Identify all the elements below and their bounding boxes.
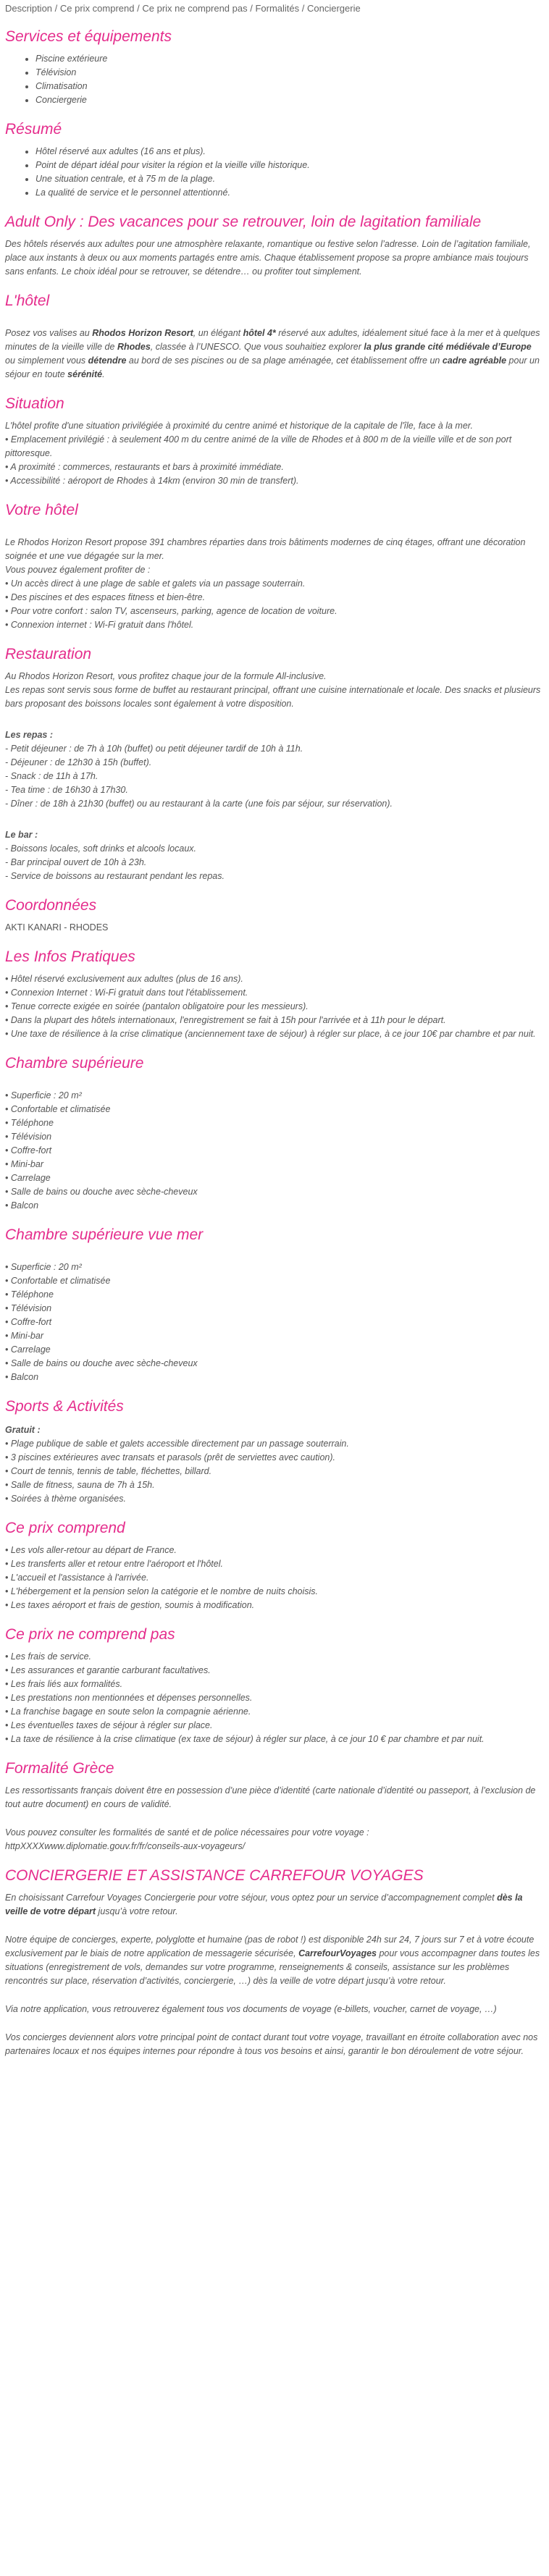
- conciergerie-text: En choisissant Carrefour Voyages Conciergerie pour votre séjour, vous optez pour un service d’accompagnement complet dès la veille de votre départ jusqu’à votre retour.: [5, 1893, 523, 1916]
- text-line: • Superficie : 20 m²: [5, 1262, 82, 1272]
- chambre-mer-lines: [5, 1260, 544, 1384]
- formalite-title: Formalité Grèce: [5, 1760, 114, 1777]
- text-line: • Les assurances et garantie carburant facultatives.: [5, 1665, 211, 1675]
- ne-comprend-lines: [5, 1650, 544, 1746]
- situation-title: Situation: [5, 395, 64, 412]
- adult-section: [5, 213, 544, 279]
- text-line: • Connexion Internet : Wi-Fi gratuit dans tout l'établissement.: [5, 988, 248, 998]
- restauration-title: Restauration: [5, 646, 92, 662]
- text-line: • Court de tennis, tennis de table, fléchettes, billard.: [5, 1466, 212, 1476]
- text-line: Vous pouvez consulter les formalités de santé et de police nécessaires pour votre voyage :: [5, 1827, 369, 1838]
- tab-separator: /: [137, 3, 143, 14]
- text-line: • A proximité : commerces, restaurants et bars à proximité immédiate.: [5, 462, 284, 472]
- text-line: • Connexion internet : Wi-Fi gratuit dans l'hôtel.: [5, 620, 194, 630]
- text-line: • Les vols aller-retour au départ de France.: [5, 1545, 177, 1555]
- text-line: Vous pouvez également profiter de :: [5, 565, 151, 575]
- hotel-section: [5, 292, 544, 382]
- conciergerie-text: Vos concierges deviennent alors votre principal point de contact durant tout votre voyage, travaillant en étroite collaboration avec nos partenaires locaux et nos équipes internes pour répondre à tous vos besoins et ainsi, garantir le bon déroulement de votre séjour.: [5, 2032, 538, 2056]
- hotel-text: Posez vos valises au Rhodos Horizon Resort, un élégant hôtel 4* réservé aux adultes, idéalement situé face à la mer et à quelques minutes de la vieille ville de Rhodes, classée à l’UNESCO. Que vous souhaitiez explorer la plus grande cité médiévale d’Europe ou simplement vous détendre au bord de ses piscines ou de sa plage aménagée, cet établissement offre un cadre agréable pour un séjour en toute sérénité.: [5, 328, 540, 379]
- comprend-title: Ce prix comprend: [5, 1520, 125, 1536]
- diplomatie-link[interactable]: httpXXXXwww.diplomatie.gouv.fr/fr/conseils-aux-voyageurs/: [5, 1841, 246, 1851]
- text-line: • Coffre-fort: [5, 1145, 52, 1156]
- situation-section: [5, 395, 544, 488]
- text-line: L'hôtel profite d'une situation privilégiée à proximité du centre animé et historique de la capitale de l'île, face à la mer.: [5, 421, 473, 431]
- votre-hotel-section: [5, 501, 544, 632]
- text-line: • Superficie : 20 m²: [5, 1090, 82, 1100]
- text-line: • Accessibilité : aéroport de Rhodes à 14km (environ 30 min de transfert).: [5, 476, 299, 486]
- text-line: • L'accueil et l'assistance à l'arrivée.: [5, 1573, 149, 1583]
- chambre-section: [5, 1054, 544, 1213]
- text-line: Le Rhodos Horizon Resort propose 391 chambres réparties dans trois bâtiments modernes de cinq étages, offrant une décoration soignée et une vue dégagée sur la mer.: [5, 537, 526, 561]
- text-line: • Coffre-fort: [5, 1317, 52, 1327]
- tab-separator: /: [301, 3, 308, 14]
- formalite-text: Les ressortissants français doivent être en possession d’une pièce d’identité (carte nationale d’identité ou passeport, à l’exclusion de tout autre document) en cours de validité.: [5, 1785, 536, 1809]
- services-title: Services et équipements: [5, 28, 172, 45]
- text-line: • Les éventuelles taxes de séjour à régler sur place.: [5, 1720, 213, 1730]
- text-line: • Télévision: [5, 1303, 52, 1313]
- text-line: • Carrelage: [5, 1344, 51, 1355]
- adult-title: Adult Only : Des vacances pour se retrouver, loin de lagitation familiale: [5, 214, 482, 230]
- ne-comprend-section: [5, 1625, 544, 1746]
- address: AKTI KANARI - RHODES: [5, 922, 109, 933]
- infos-section: [5, 948, 544, 1041]
- bar-lines: [5, 842, 544, 883]
- tab-separator: /: [54, 3, 60, 14]
- list-item: • La qualité de service et le personnel attentionné.: [35, 186, 544, 200]
- sports-section: [5, 1397, 544, 1506]
- text-line: - Boissons locales, soft drinks et alcools locaux.: [5, 843, 197, 854]
- text-line: - Service de boissons au restaurant pendant les repas.: [5, 871, 225, 881]
- chambre-mer-section: [5, 1226, 544, 1384]
- text-line: • Carrelage: [5, 1173, 51, 1183]
- list-item: • Climatisation: [35, 80, 544, 93]
- formalite-section: [5, 1759, 544, 1853]
- chambre-title: Chambre supérieure: [5, 1055, 144, 1072]
- tab-excluded[interactable]: Ce prix ne comprend pas: [142, 3, 248, 14]
- text-line: - Petit déjeuner : de 7h à 10h (buffet) ou petit déjeuner tardif de 10h à 11h.: [5, 744, 303, 754]
- tab-separator: /: [250, 3, 256, 14]
- ne-comprend-title: Ce prix ne comprend pas: [5, 1626, 175, 1643]
- infos-title: Les Infos Pratiques: [5, 948, 135, 965]
- text-line: • Plage publique de sable et galets accessible directement par un passage souterrain.: [5, 1439, 349, 1449]
- tab-bar: [5, 3, 544, 14]
- text-line: • Mini-bar: [5, 1331, 43, 1341]
- list-item: • Une situation centrale, et à 75 m de la plage.: [35, 172, 544, 186]
- sports-label: Gratuit :: [5, 1425, 41, 1435]
- votre-hotel-lines: [5, 536, 544, 632]
- text-line: • Les frais liés aux formalités.: [5, 1679, 123, 1689]
- text-line: • Pour votre confort : salon TV, ascenseurs, parking, agence de location de voiture.: [5, 606, 338, 616]
- formalite-lines: [5, 1826, 544, 1853]
- text-line: • Balcon: [5, 1372, 39, 1382]
- text-line: • Confortable et climatisée: [5, 1276, 111, 1286]
- text-line: - Bar principal ouvert de 10h à 23h.: [5, 857, 147, 867]
- restauration-section: [5, 645, 544, 883]
- chambre-lines: [5, 1089, 544, 1213]
- text-line: - Déjeuner : de 12h30 à 15h (buffet).: [5, 757, 152, 767]
- infos-lines: [5, 972, 544, 1041]
- resume-section: [5, 120, 544, 200]
- text-line: • Une taxe de résilience à la crise climatique (anciennement taxe de séjour) à régler sur place, à ce jour 10€ par chambre et par nuit.: [5, 1029, 536, 1039]
- tab-included[interactable]: Ce prix comprend: [59, 3, 135, 14]
- hotel-title: L'hôtel: [5, 292, 50, 309]
- text-line: • Les frais de service.: [5, 1651, 92, 1662]
- text-line: • Salle de fitness, sauna de 7h à 15h.: [5, 1480, 155, 1490]
- list-item: • Conciergerie: [35, 93, 544, 107]
- text-line: • 3 piscines extérieures avec transats et parasols (prêt de serviettes avec caution).: [5, 1452, 335, 1462]
- comprend-section: [5, 1519, 544, 1612]
- votre-hotel-title: Votre hôtel: [5, 502, 78, 518]
- sports-title: Sports & Activités: [5, 1398, 124, 1415]
- services-section: [5, 28, 544, 107]
- text-line: • Les prestations non mentionnées et dépenses personnelles.: [5, 1693, 253, 1703]
- list-item: • Télévision: [35, 66, 544, 80]
- tab-description[interactable]: Description: [5, 3, 53, 14]
- coordonnees-title: Coordonnées: [5, 897, 97, 914]
- text-line: - Tea time : de 16h30 à 17h30.: [5, 785, 128, 795]
- text-line: • Télévision: [5, 1132, 52, 1142]
- text-line: • La taxe de résilience à la crise climatique (ex taxe de séjour) à régler sur place, à ce jour 10 € par chambre et par nuit.: [5, 1734, 485, 1744]
- text-line: Au Rhodos Horizon Resort, vous profitez chaque jour de la formule All-inclusive.: [5, 671, 327, 681]
- comprend-lines: [5, 1544, 544, 1612]
- resume-title: Résumé: [5, 121, 62, 138]
- text-line: • Téléphone: [5, 1118, 54, 1128]
- meals-lines: [5, 742, 544, 811]
- text-line: • Salle de bains ou douche avec sèche-cheveux: [5, 1358, 198, 1368]
- situation-lines: [5, 419, 544, 488]
- conciergerie-section: [5, 1866, 544, 2058]
- sports-lines: [5, 1437, 544, 1506]
- tab-concierge[interactable]: Conciergerie: [307, 3, 361, 14]
- adult-text: Des hôtels réservés aux adultes pour une atmosphère relaxante, romantique ou festive selon l’adresse. Loin de l’agitation familiale, place aux instants à deux ou aux moments partagés entre amis. Chaque établissement propose sa propre ambiance mais toujours sans enfants. Le choix idéal pour se retrouver, se détendre… ou profiter tout simplement.: [5, 239, 531, 277]
- text-line: • Mini-bar: [5, 1159, 43, 1169]
- text-line: • L'hébergement et la pension selon la catégorie et le nombre de nuits choisis.: [5, 1586, 319, 1596]
- text-line: - Snack : de 11h à 17h.: [5, 771, 99, 781]
- list-item: • Piscine extérieure: [35, 52, 544, 66]
- text-line: • Confortable et climatisée: [5, 1104, 111, 1114]
- text-line: • Les transferts aller et retour entre l'aéroport et l'hôtel.: [5, 1559, 223, 1569]
- text-line: • Emplacement privilégié : à seulement 400 m du centre animé de la ville de Rhodes et à 800 m de la vieille ville et de son port pittoresque.: [5, 434, 512, 458]
- list-item: • Point de départ idéal pour visiter la région et la vieille ville historique.: [35, 159, 544, 172]
- text-line: • Des piscines et des espaces fitness et bien-être.: [5, 592, 206, 602]
- text-line: - Dîner : de 18h à 21h30 (buffet) ou au restaurant à la carte (une fois par séjour, sur réservation).: [5, 799, 393, 809]
- text-line: • Dans la plupart des hôtels internationaux, l'enregistrement se fait à 15h pour l'arrivée et à 11h pour le départ.: [5, 1015, 446, 1025]
- resume-list: [5, 145, 544, 200]
- coordonnees-section: [5, 896, 544, 935]
- text-line: • Les taxes aéroport et frais de gestion, soumis à modification.: [5, 1600, 255, 1610]
- meals-label: Les repas :: [5, 730, 54, 740]
- text-line: • Un accès direct à une plage de sable et galets via un passage souterrain.: [5, 578, 306, 589]
- text-line: • La franchise bagage en soute selon la compagnie aérienne.: [5, 1706, 251, 1717]
- coordonnees-lines: [5, 921, 544, 935]
- text-line: • Soirées à thème organisées.: [5, 1494, 126, 1504]
- text-line: • Salle de bains ou douche avec sèche-cheveux: [5, 1187, 198, 1197]
- conciergerie-title: CONCIERGERIE ET ASSISTANCE CARREFOUR VOYAGES: [5, 1867, 424, 1884]
- text-line: • Balcon: [5, 1200, 39, 1211]
- text-line: • Hôtel réservé exclusivement aux adultes (plus de 16 ans).: [5, 974, 243, 984]
- text-line: • Tenue correcte exigée en soirée (pantalon obligatoire pour les messieurs).: [5, 1001, 309, 1011]
- conciergerie-text: Via notre application, vous retrouverez également tous vos documents de voyage (e-billets, voucher, carnet de voyage, …): [5, 2004, 497, 2014]
- services-list: [5, 52, 544, 107]
- chambre-mer-title: Chambre supérieure vue mer: [5, 1226, 204, 1243]
- conciergerie-text: Notre équipe de concierges, experte, polyglotte et humaine (pas de robot !) est disponible 24h sur 24, 7 jours sur 7 et à votre écoute exclusivement par le biais de notre application de messagerie sécurisée, CarrefourVoyages pour vous accompagner dans toutes les situations (enregistrement de vols, demandes sur votre programme, renseignements & conseils, assistance sur les problèmes rencontrés sur place, réservation d’activités, conciergerie, …) dès la veille de votre départ jusqu’à votre retour.: [5, 1935, 540, 1986]
- list-item: • Hôtel réservé aux adultes (16 ans et plus).: [35, 145, 544, 159]
- tab-formalities[interactable]: Formalités: [255, 3, 300, 14]
- text-line: • Téléphone: [5, 1289, 54, 1300]
- bar-label: Le bar :: [5, 830, 38, 840]
- restauration-intro: [5, 670, 544, 711]
- text-line: Les repas sont servis sous forme de buffet au restaurant principal, offrant une cuisine internationale et locale. Des snacks et plusieurs bars proposant des boissons locales sont également à votre disposition.: [5, 685, 541, 709]
